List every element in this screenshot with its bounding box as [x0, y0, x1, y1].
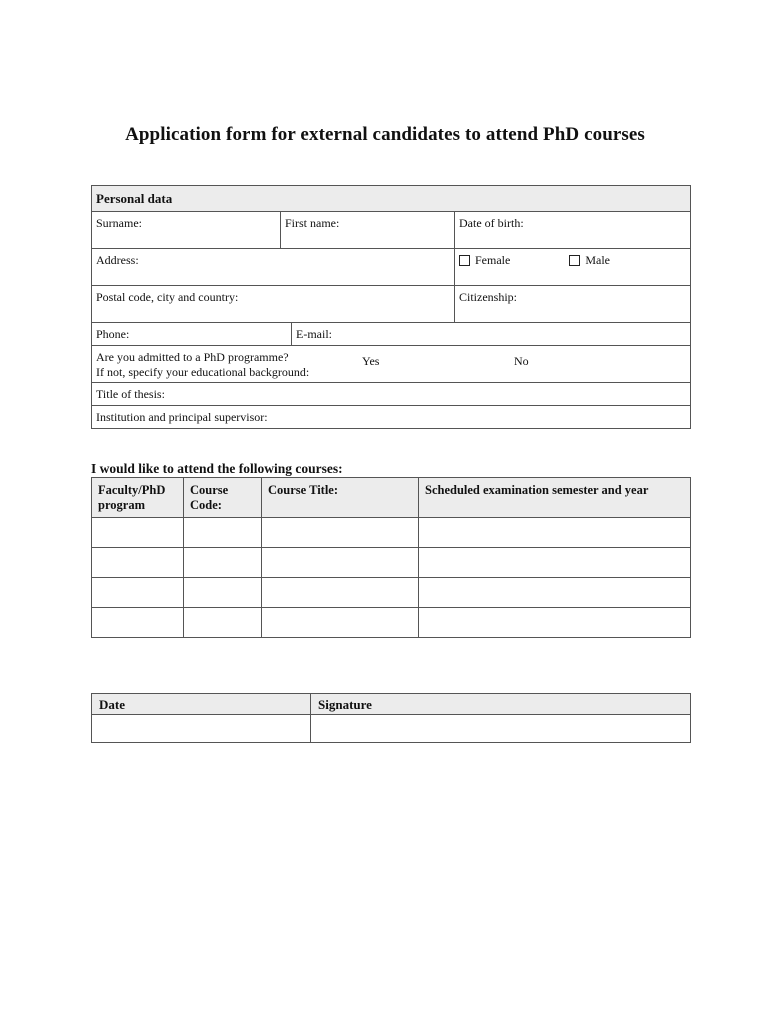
yes-option[interactable]: Yes — [362, 354, 380, 368]
signature-field[interactable] — [311, 715, 691, 743]
thesis-title-field[interactable]: Title of thesis: — [92, 383, 691, 406]
faculty-header-line2: program — [98, 498, 145, 512]
course-title-cell[interactable] — [262, 548, 419, 578]
date-of-birth-field[interactable]: Date of birth: — [455, 212, 691, 249]
exam-semester-cell[interactable] — [419, 518, 691, 548]
phone-field[interactable]: Phone: — [92, 323, 292, 346]
date-header: Date — [92, 694, 311, 715]
course-title-cell[interactable] — [262, 608, 419, 638]
courses-table — [91, 477, 691, 638]
no-option[interactable]: No — [514, 354, 529, 368]
first-name-field[interactable]: First name: — [281, 212, 455, 249]
personal-data-table — [91, 185, 691, 429]
female-checkbox[interactable] — [459, 255, 470, 266]
address-field[interactable]: Address: — [92, 249, 455, 286]
course-row — [92, 608, 691, 638]
signature-header: Signature — [311, 694, 691, 715]
faculty-program-cell[interactable] — [92, 578, 184, 608]
female-label: Female — [475, 253, 511, 267]
courses-heading: I would like to attend the following courses: — [91, 461, 343, 476]
course-title-cell[interactable] — [262, 578, 419, 608]
exam-semester-header: Scheduled examination semester and year — [419, 478, 691, 518]
gender-cell — [455, 249, 691, 286]
email-field[interactable]: E-mail: — [292, 323, 691, 346]
exam-semester-cell[interactable] — [419, 578, 691, 608]
exam-semester-cell[interactable] — [419, 608, 691, 638]
faculty-program-cell[interactable] — [92, 548, 184, 578]
faculty-header-line1: Faculty/PhD — [98, 483, 166, 497]
course-title-header: Course Title: — [262, 478, 419, 518]
course-code-cell[interactable] — [184, 578, 262, 608]
signature-table — [91, 693, 691, 743]
course-code-cell[interactable] — [184, 518, 262, 548]
background-question: If not, specify your educational background: — [96, 365, 310, 379]
course-row — [92, 578, 691, 608]
page-title: Application form for external candidates to attend PhD courses — [125, 124, 645, 145]
faculty-program-cell[interactable] — [92, 518, 184, 548]
surname-field[interactable]: Surname: — [92, 212, 281, 249]
institution-supervisor-field[interactable]: Institution and principal supervisor: — [92, 406, 691, 429]
exam-semester-cell[interactable] — [419, 548, 691, 578]
date-field[interactable] — [92, 715, 311, 743]
personal-data-header: Personal data — [92, 186, 691, 212]
citizenship-field[interactable]: Citizenship: — [455, 286, 691, 323]
postal-field[interactable]: Postal code, city and country: — [92, 286, 455, 323]
course-code-header-line1: Course — [190, 483, 229, 497]
male-checkbox[interactable] — [569, 255, 580, 266]
course-code-cell[interactable] — [184, 548, 262, 578]
course-title-cell[interactable] — [262, 518, 419, 548]
course-row — [92, 518, 691, 548]
male-label: Male — [585, 253, 610, 267]
female-option[interactable] — [459, 253, 510, 268]
course-code-header-line2: Code: — [190, 498, 222, 512]
course-row — [92, 548, 691, 578]
male-option[interactable] — [569, 253, 610, 268]
faculty-program-cell[interactable] — [92, 608, 184, 638]
admitted-question: Are you admitted to a PhD programme? — [96, 350, 289, 364]
phd-admission-cell[interactable] — [92, 346, 691, 383]
course-code-header — [184, 478, 262, 518]
course-code-cell[interactable] — [184, 608, 262, 638]
faculty-program-header — [92, 478, 184, 518]
